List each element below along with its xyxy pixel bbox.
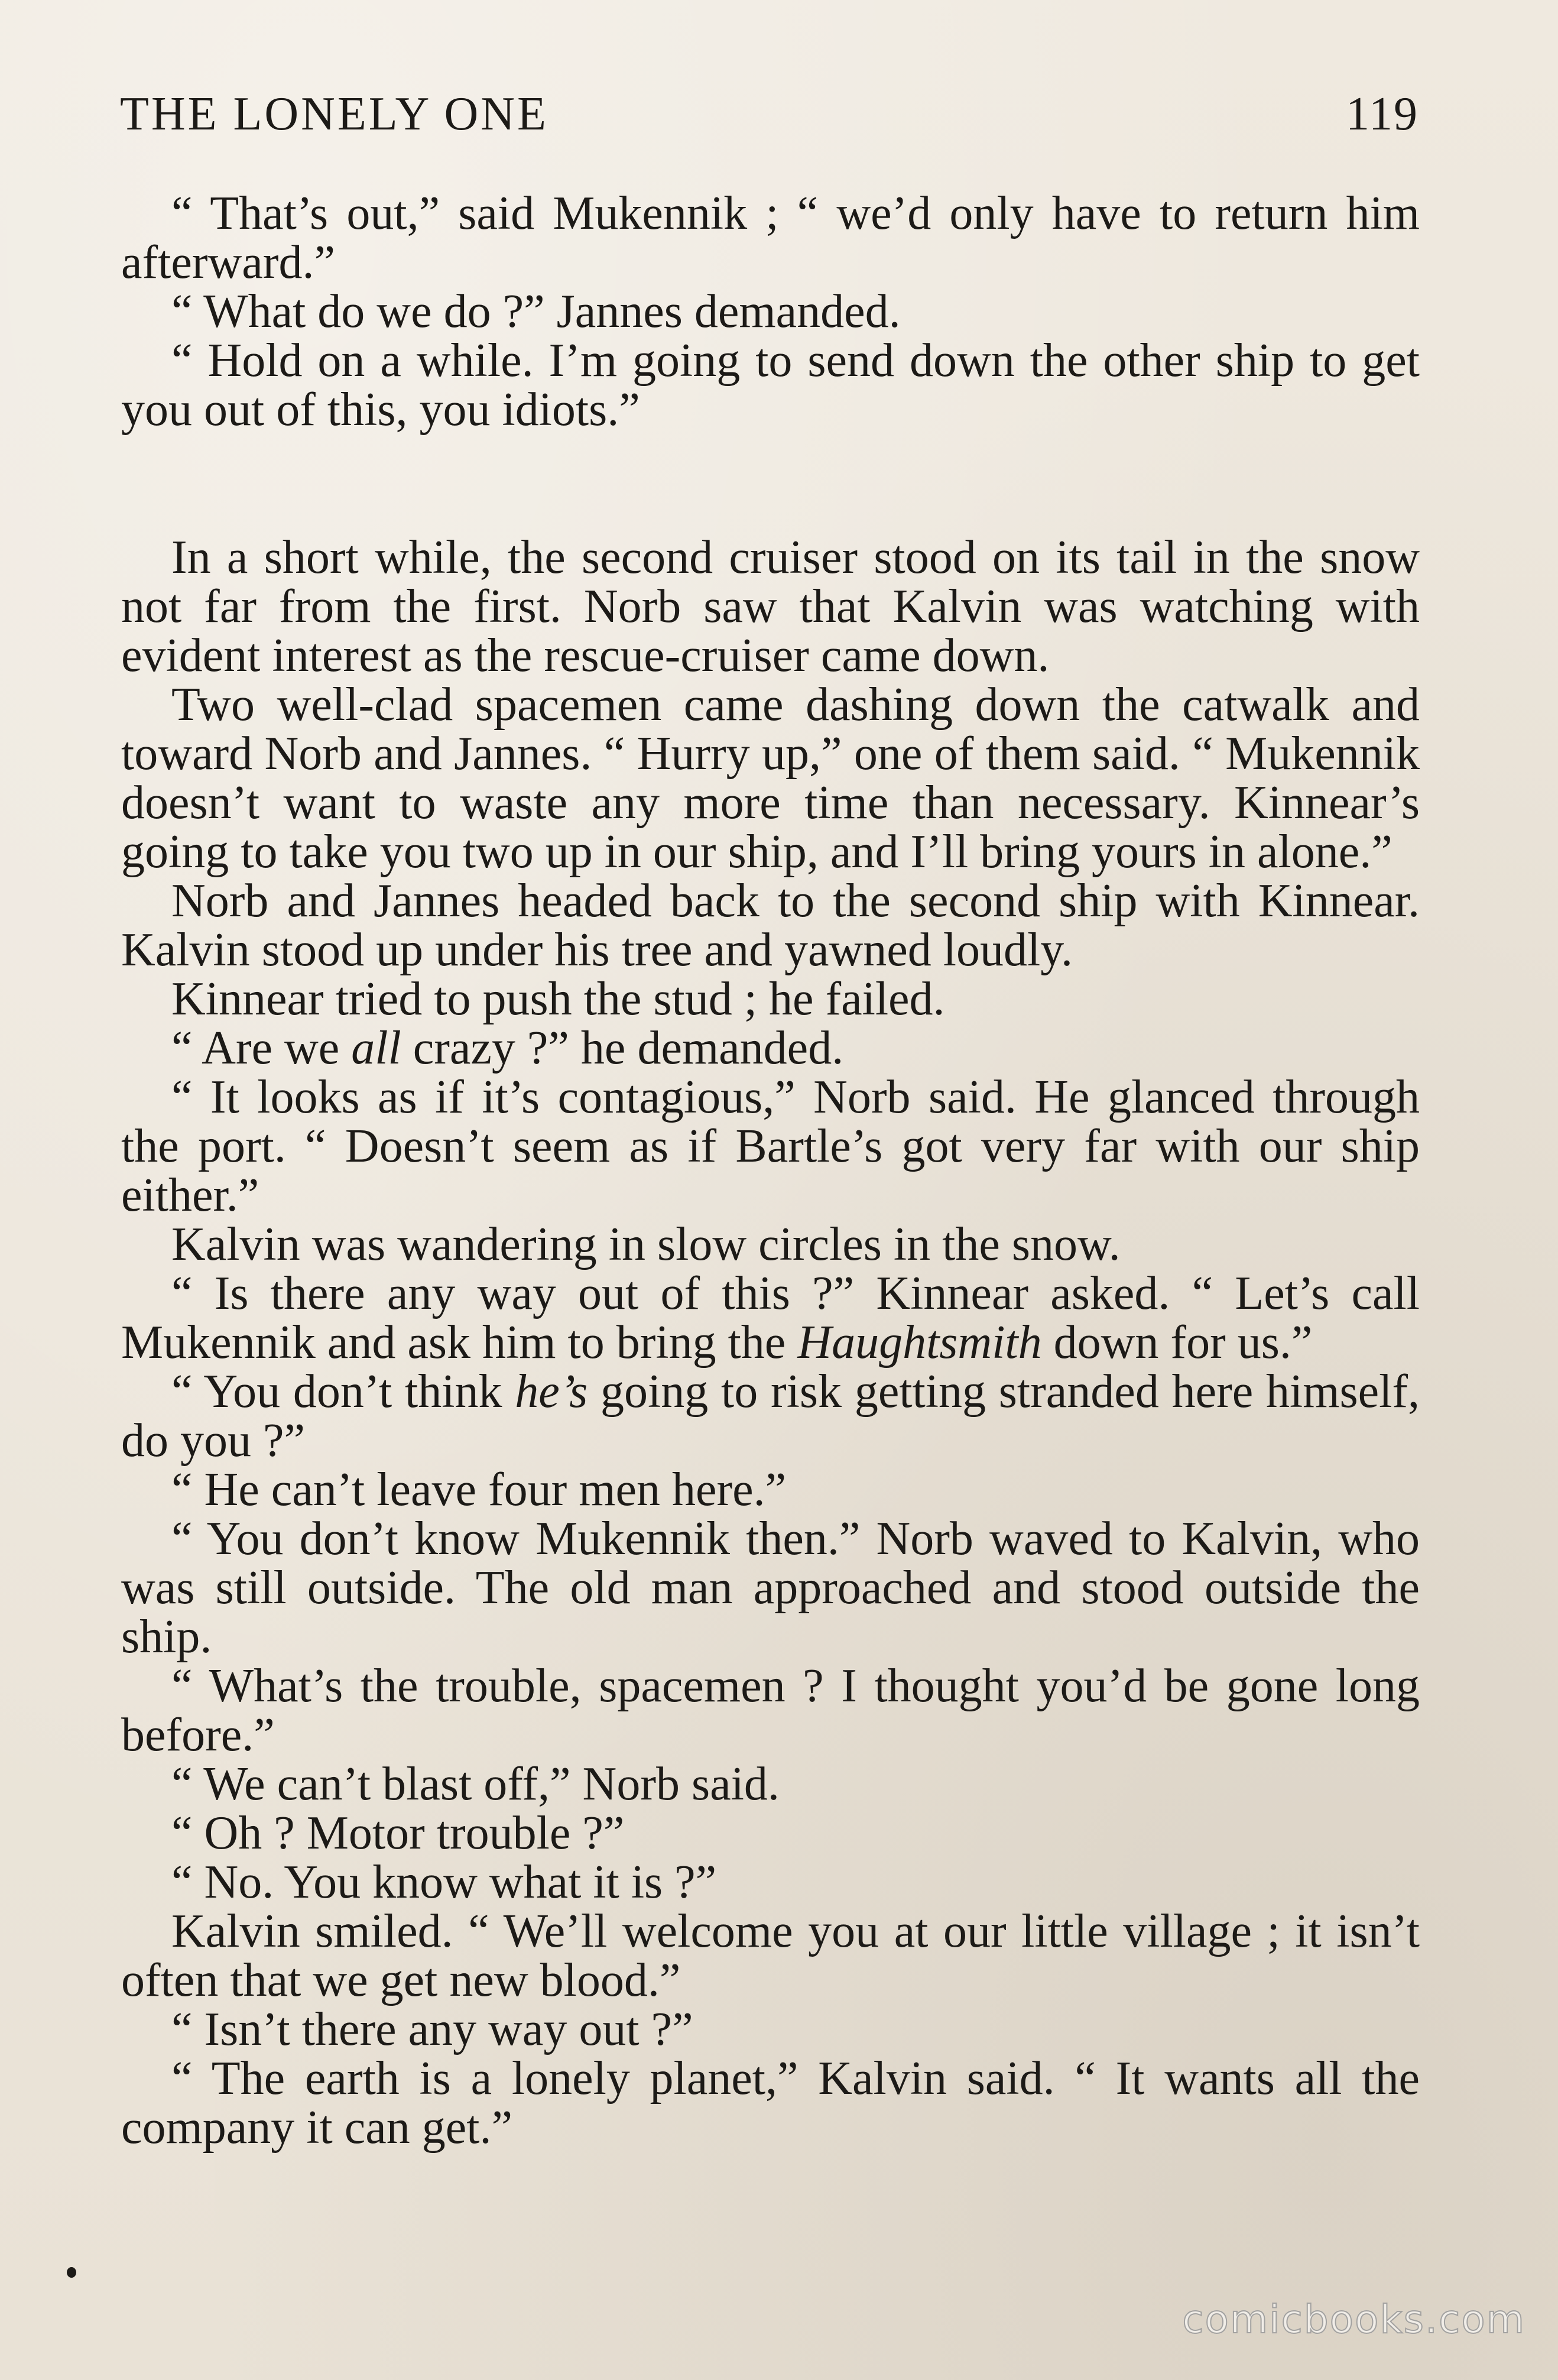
text-run: “ You don’t think [171, 1366, 515, 1418]
paragraph [121, 533, 1420, 680]
text-run: going to risk getting stranded here himself, do you ?” [121, 1366, 1420, 1467]
text-run: “ That’s out,” said Mukennik ; “ we’d only have to return him afterward.” [121, 187, 1420, 288]
paragraph [121, 1515, 1420, 1662]
paragraph [121, 1907, 1420, 2005]
paragraph [121, 1367, 1420, 1465]
paragraph [121, 1662, 1420, 1760]
body-text [121, 189, 1420, 2152]
text-run: “ We can’t blast off,” Norb said. [171, 1758, 780, 1810]
paragraph [121, 1073, 1420, 1220]
paragraph [121, 2005, 1420, 2054]
text-run: “ It looks as if it’s contagious,” Norb said. He glanced through the port. “ Doesn’t seem as if Bartle’s got very far with our ship either.” [121, 1071, 1420, 1221]
text-run: Kinnear tried to push the stud ; he failed. [171, 973, 945, 1025]
ink-speck [67, 2267, 76, 2278]
paragraph [121, 1024, 1420, 1073]
text-run: Two well-clad spacemen came dashing down the catwalk and toward Norb and Jannes. “ Hurry up,” one of them said. “ Mukennik doesn’t want to waste any more time than necessary. Kinnear’s going to take you two up in our ship, and I’ll bring yours in alone.” [121, 679, 1420, 878]
text-run: “ What do we do ?” Jannes demanded. [171, 286, 901, 338]
page-number: 119 [1345, 88, 1419, 140]
text-run: Kalvin smiled. “ We’ll welcome you at our little village ; it isn’t often that we get new blood.” [121, 1905, 1420, 2006]
italic-text: all [351, 1022, 401, 1074]
text-run: “ Is there any way out of this ?” Kinnear asked. “ Let’s call Mukennik and ask him to bring the [121, 1267, 1420, 1369]
paragraph [121, 336, 1420, 435]
paragraph [121, 2054, 1420, 2152]
paragraph [121, 1760, 1420, 1809]
text-run: In a short while, the second cruiser stood on its tail in the snow not far from the first. Norb saw that Kalvin was watching with evident interest as the rescue-cruiser came down. [121, 531, 1420, 682]
text-run: down for us.” [1041, 1317, 1313, 1369]
watermark-logo: comicbooks.com [1182, 2297, 1525, 2342]
chapter-title: THE LONELY ONE [120, 88, 548, 140]
italic-text: he’s [515, 1366, 588, 1418]
text-run: Kalvin was wandering in slow circles in the snow. [171, 1218, 1121, 1270]
paragraph [121, 1465, 1420, 1515]
paragraph [121, 1269, 1420, 1367]
text-run: crazy ?” he demanded. [401, 1022, 844, 1074]
text-run: “ What’s the trouble, spacemen ? I thought you’d be gone long before.” [121, 1660, 1420, 1761]
paragraph [121, 1858, 1420, 1907]
text-run: “ Hold on a while. I’m going to send down the other ship to get you out of this, you idiots.” [121, 335, 1420, 436]
text-run: “ Oh ? Motor trouble ?” [171, 1807, 625, 1859]
paragraph [121, 189, 1420, 287]
paragraph [121, 680, 1420, 877]
paragraph [121, 1809, 1420, 1858]
text-run: “ Are we [171, 1022, 352, 1074]
text-run: “ The earth is a lonely planet,” Kalvin said. “ It wants all the company it can get.” [121, 2052, 1420, 2154]
section-break [121, 435, 1420, 533]
running-head [120, 87, 1419, 153]
paragraph [121, 877, 1420, 975]
paragraph [121, 1220, 1420, 1269]
text-run: “ No. You know what it is ?” [171, 1856, 717, 1908]
text-run: “ You don’t know Mukennik then.” Norb waved to Kalvin, who was still outside. The old man approached and stood outside the ship. [121, 1513, 1420, 1663]
paragraph [121, 287, 1420, 336]
italic-text: Haughtsmith [797, 1317, 1042, 1369]
text-run: Norb and Jannes headed back to the second ship with Kinnear. Kalvin stood up under his tree and yawned loudly. [121, 875, 1420, 976]
paragraph [121, 975, 1420, 1024]
text-run: “ He can’t leave four men here.” [171, 1464, 787, 1516]
text-run: “ Isn’t there any way out ?” [171, 2003, 693, 2055]
